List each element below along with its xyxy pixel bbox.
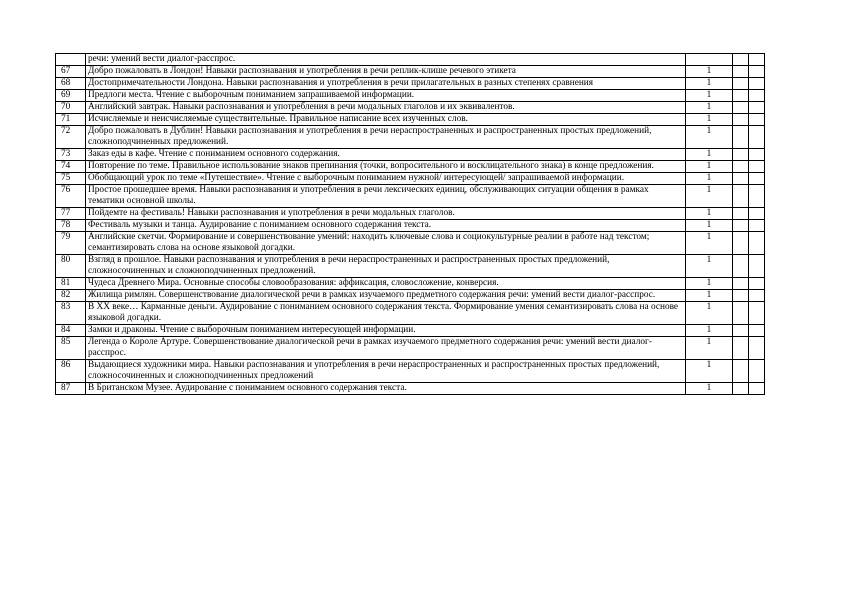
lesson-hours: 1 <box>686 290 733 302</box>
lesson-topic: Фестиваль музыки и танца. Аудирование с пониманием основного содержания текста. <box>86 220 686 232</box>
lesson-topic: Заказ еды в кафе. Чтение с пониманием основного содержания. <box>86 149 686 161</box>
lesson-hours: 1 <box>686 302 733 325</box>
lesson-hours <box>686 54 733 66</box>
lesson-number: 84 <box>56 325 86 337</box>
lesson-topic: Легенда о Короле Артуре. Совершенствование диалогической речи в рамках изучаемого предметного содержания речи: умений вести диалог-расспрос. <box>86 337 686 360</box>
lesson-topic: Предлоги места. Чтение с выборочным пониманием запрашиваемой информации. <box>86 90 686 102</box>
lesson-hours: 1 <box>686 208 733 220</box>
table-row <box>56 360 765 383</box>
lesson-hours: 1 <box>686 149 733 161</box>
empty-cell <box>749 90 765 102</box>
lesson-hours: 1 <box>686 78 733 90</box>
lesson-hours: 1 <box>686 232 733 255</box>
lesson-hours: 1 <box>686 255 733 278</box>
empty-cell <box>733 325 749 337</box>
lesson-hours: 1 <box>686 90 733 102</box>
lesson-topic: речи: умений вести диалог-расспрос. <box>86 54 686 66</box>
lesson-number: 67 <box>56 66 86 78</box>
lesson-number: 76 <box>56 185 86 208</box>
table-row <box>56 278 765 290</box>
empty-cell <box>733 126 749 149</box>
lesson-number: 82 <box>56 290 86 302</box>
lesson-number: 78 <box>56 220 86 232</box>
table-row <box>56 173 765 185</box>
empty-cell <box>733 220 749 232</box>
lesson-hours: 1 <box>686 360 733 383</box>
table-row <box>56 208 765 220</box>
lesson-plan-table <box>55 53 765 395</box>
lesson-topic: Чудеса Древнего Мира. Основные способы словообразования: аффиксация, словосложение, конверсия. <box>86 278 686 290</box>
empty-cell <box>749 278 765 290</box>
lesson-hours: 1 <box>686 337 733 360</box>
table-row <box>56 220 765 232</box>
lesson-topic: Замки и драконы. Чтение с выборочным пониманием интересующей информации. <box>86 325 686 337</box>
lesson-topic: Английский завтрак. Навыки распознавания и употребления в речи модальных глаголов и их эквивалентов. <box>86 102 686 114</box>
lesson-plan-body <box>56 54 765 395</box>
empty-cell <box>733 255 749 278</box>
lesson-topic: Жилища римлян. Совершенствование диалогической речи в рамках изучаемого предметного содержания речи: умений вести диалог-расспрос. <box>86 290 686 302</box>
table-row <box>56 66 765 78</box>
lesson-number <box>56 54 86 66</box>
lesson-plan-page <box>55 53 764 395</box>
lesson-hours: 1 <box>686 383 733 395</box>
table-row <box>56 302 765 325</box>
lesson-hours: 1 <box>686 220 733 232</box>
lesson-hours: 1 <box>686 185 733 208</box>
table-row <box>56 149 765 161</box>
lesson-hours: 1 <box>686 278 733 290</box>
empty-cell <box>733 360 749 383</box>
empty-cell <box>733 278 749 290</box>
table-row <box>56 337 765 360</box>
lesson-number: 68 <box>56 78 86 90</box>
table-row <box>56 185 765 208</box>
lesson-number: 75 <box>56 173 86 185</box>
lesson-hours: 1 <box>686 102 733 114</box>
empty-cell <box>749 78 765 90</box>
lesson-topic: Пойдемте на фестиваль! Навыки распознавания и употребления в речи модальных глаголов. <box>86 208 686 220</box>
lesson-number: 74 <box>56 161 86 173</box>
lesson-number: 73 <box>56 149 86 161</box>
empty-cell <box>749 66 765 78</box>
empty-cell <box>749 161 765 173</box>
lesson-number: 69 <box>56 90 86 102</box>
empty-cell <box>733 149 749 161</box>
lesson-number: 71 <box>56 114 86 126</box>
empty-cell <box>749 337 765 360</box>
lesson-hours: 1 <box>686 114 733 126</box>
empty-cell <box>733 54 749 66</box>
empty-cell <box>733 102 749 114</box>
lesson-number: 77 <box>56 208 86 220</box>
table-row <box>56 54 765 66</box>
table-row <box>56 255 765 278</box>
lesson-topic: Достопримечательности Лондона. Навыки распознавания и употребления в речи прилагательных в разных степенях сравнения <box>86 78 686 90</box>
empty-cell <box>733 114 749 126</box>
lesson-topic: Обобщающий урок по теме «Путешествие». Чтение с выборочным пониманием нужной/ интересующей/ запрашиваемой информации. <box>86 173 686 185</box>
empty-cell <box>733 90 749 102</box>
lesson-hours: 1 <box>686 161 733 173</box>
lesson-number: 85 <box>56 337 86 360</box>
empty-cell <box>733 173 749 185</box>
empty-cell <box>749 126 765 149</box>
empty-cell <box>749 220 765 232</box>
lesson-topic: В XX веке… Карманные деньги. Аудирование с пониманием основного содержания текста. Формирование умения семантизировать слова на основе языковой догадки. <box>86 302 686 325</box>
empty-cell <box>749 383 765 395</box>
table-row <box>56 114 765 126</box>
lesson-number: 70 <box>56 102 86 114</box>
lesson-topic: Выдающиеся художники мира. Навыки распознавания и употребления в речи нераспространенных и распространенных простых предложений, сложносочиненных и сложноподчиненных предложений <box>86 360 686 383</box>
empty-cell <box>749 54 765 66</box>
empty-cell <box>749 325 765 337</box>
table-row <box>56 78 765 90</box>
lesson-hours: 1 <box>686 66 733 78</box>
empty-cell <box>733 208 749 220</box>
lesson-topic: Добро пожаловать в Лондон! Навыки распознавания и употребления в речи реплик-клише речевого этикета <box>86 66 686 78</box>
lesson-topic: В Британском Музее. Аудирование с пониманием основного содержания текста. <box>86 383 686 395</box>
empty-cell <box>749 255 765 278</box>
empty-cell <box>733 78 749 90</box>
empty-cell <box>733 232 749 255</box>
lesson-number: 87 <box>56 383 86 395</box>
empty-cell <box>733 302 749 325</box>
lesson-hours: 1 <box>686 173 733 185</box>
empty-cell <box>749 185 765 208</box>
table-row <box>56 102 765 114</box>
lesson-topic: Английские скетчи. Формирование и совершенствование умений: находить ключевые слова и социокультурные реалии в работе над текстом; семантизировать слова на основе языковой догадки. <box>86 232 686 255</box>
lesson-topic: Исчисляемые и неисчисляемые существительные. Правильное написание всех изученных слов. <box>86 114 686 126</box>
empty-cell <box>749 173 765 185</box>
table-row <box>56 325 765 337</box>
empty-cell <box>749 290 765 302</box>
lesson-hours: 1 <box>686 126 733 149</box>
table-row <box>56 383 765 395</box>
empty-cell <box>749 208 765 220</box>
lesson-number: 86 <box>56 360 86 383</box>
table-row <box>56 290 765 302</box>
lesson-topic: Добро пожаловать в Дублин! Навыки распознавания и употребления в речи нераспространенных и распространенных простых предложений, сложноподчиненных предложений. <box>86 126 686 149</box>
empty-cell <box>733 161 749 173</box>
lesson-topic: Простое прошедшее время. Навыки распознавания и употребления в речи лексических единиц, обслуживающих ситуации общения в рамках тематики основной школы. <box>86 185 686 208</box>
empty-cell <box>749 149 765 161</box>
lesson-number: 83 <box>56 302 86 325</box>
empty-cell <box>733 185 749 208</box>
lesson-number: 80 <box>56 255 86 278</box>
lesson-hours: 1 <box>686 325 733 337</box>
table-row <box>56 126 765 149</box>
lesson-number: 72 <box>56 126 86 149</box>
empty-cell <box>733 290 749 302</box>
empty-cell <box>749 232 765 255</box>
empty-cell <box>749 102 765 114</box>
table-row <box>56 90 765 102</box>
empty-cell <box>733 337 749 360</box>
empty-cell <box>749 360 765 383</box>
empty-cell <box>749 302 765 325</box>
lesson-topic: Повторение по теме. Правильное использование знаков препинания (точки, вопросительного и восклицательного знака) в конце предложения. <box>86 161 686 173</box>
table-row <box>56 232 765 255</box>
lesson-number: 81 <box>56 278 86 290</box>
table-row <box>56 161 765 173</box>
empty-cell <box>733 383 749 395</box>
lesson-number: 79 <box>56 232 86 255</box>
empty-cell <box>733 66 749 78</box>
lesson-topic: Взгляд в прошлое. Навыки распознавания и употребления в речи нераспространенных и распространенных простых предложений, сложносочиненных и сложноподчиненных предложений. <box>86 255 686 278</box>
empty-cell <box>749 114 765 126</box>
